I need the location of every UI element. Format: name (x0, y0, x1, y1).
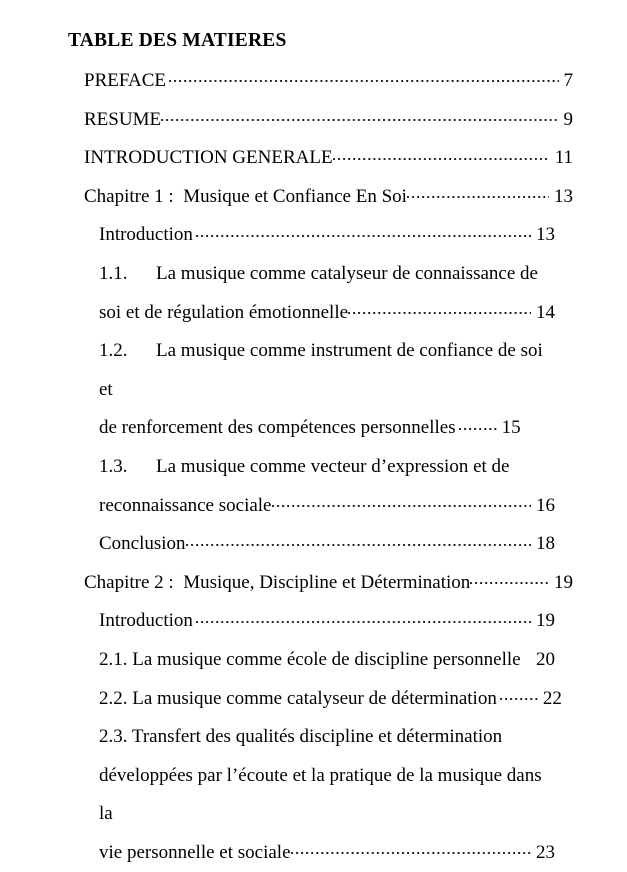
toc-entry-line (99, 680, 562, 719)
toc-entry[interactable] (84, 101, 573, 140)
toc-page-number: 19 (554, 571, 573, 593)
dot-leader (333, 144, 550, 163)
toc-entry-line (99, 216, 555, 255)
dot-leader (524, 646, 531, 665)
toc-entry-line (99, 525, 555, 564)
dot-leader (291, 839, 531, 858)
dot-leader (169, 67, 558, 86)
toc-page-number: 13 (536, 224, 555, 246)
toc-page-number: 11 (554, 147, 573, 169)
dot-leader (459, 414, 497, 433)
toc-entry-line (99, 834, 555, 872)
toc-entry-label: Introduction (99, 610, 193, 632)
toc-entry[interactable] (99, 216, 555, 255)
toc-entry-label: 2.1. La musique comme école de discipline personnelle (99, 648, 521, 670)
toc-entry-line (99, 602, 555, 641)
toc-entry[interactable] (84, 139, 573, 178)
toc-entry[interactable] (99, 718, 555, 872)
toc-entry-line (84, 139, 573, 178)
toc-entry[interactable] (99, 525, 555, 564)
toc-page-number: 13 (554, 185, 573, 207)
toc-entry-line (99, 409, 555, 448)
toc-entry-text-line: développées par l’écoute et la pratique de la musique dans la (99, 764, 542, 825)
toc-entry[interactable] (99, 448, 555, 525)
toc-entry-label: PREFACE (84, 70, 167, 91)
dot-leader (196, 607, 531, 626)
toc-entry[interactable] (99, 641, 555, 680)
toc-entry[interactable] (99, 602, 555, 641)
toc-entry-label: 2.2. La musique comme catalyseur de détermination (99, 687, 497, 709)
toc-entry-label: Introduction (99, 224, 193, 246)
toc-page-number: 19 (536, 610, 555, 632)
toc-entry-label: de renforcement des compétences personnelles (99, 417, 456, 439)
toc-entry[interactable] (99, 255, 555, 332)
dot-leader (161, 106, 558, 125)
toc-entry-line (99, 294, 555, 333)
toc-page-number: 22 (542, 687, 562, 709)
toc-page-number: 15 (501, 417, 521, 439)
toc-page-number: 9 (563, 108, 573, 130)
toc-entry-line (84, 564, 573, 603)
toc-entry[interactable] (99, 680, 562, 719)
toc-entry-text-line: 2.3. Transfert des qualités discipline et détermination (99, 726, 503, 748)
toc-entry[interactable] (84, 564, 573, 603)
dot-leader (272, 492, 532, 511)
toc-page-number: 7 (563, 70, 573, 91)
toc-entry[interactable] (99, 332, 555, 448)
toc-entry-label: RESUME (84, 108, 162, 130)
toc-page-number: 20 (536, 648, 555, 670)
toc-entry-text-line: 1.3. La musique comme vecteur d’expression et de (99, 455, 510, 477)
toc-entry-label: soi et de régulation émotionnelle (99, 301, 349, 323)
toc-entry-line (84, 101, 573, 140)
table-of-contents-list (0, 62, 627, 872)
toc-page-number: 16 (536, 494, 555, 516)
toc-entry-text-line: 1.2. La musique comme instrument de confiance de soi et (99, 340, 543, 400)
dot-leader (407, 183, 549, 202)
toc-entry-label: Conclusion (99, 533, 186, 555)
toc-page-number: 18 (536, 533, 555, 555)
dot-leader (186, 530, 531, 549)
dot-leader (470, 569, 549, 588)
page-title: TABLE DES MATIERES (68, 30, 287, 51)
toc-entry-line (99, 487, 555, 526)
toc-entry-line (99, 641, 555, 680)
toc-page-number: 14 (536, 301, 555, 323)
dot-leader (348, 299, 531, 318)
toc-entry-label: Chapitre 2 : Musique, Discipline et Détermination (84, 571, 471, 593)
toc-entry-label: INTRODUCTION GENERALE (84, 147, 333, 169)
toc-entry-line (84, 178, 573, 217)
toc-entry-line (84, 62, 573, 101)
toc-entry[interactable] (84, 62, 573, 101)
toc-entry-label: vie personnelle et sociale (99, 841, 291, 863)
toc-entry[interactable] (84, 178, 573, 217)
toc-entry-label: reconnaissance sociale (99, 494, 272, 516)
toc-entry-text-line: 1.1. La musique comme catalyseur de connaissance de (99, 262, 538, 284)
dot-leader (196, 221, 531, 240)
dot-leader (500, 685, 538, 704)
toc-entry-label: Chapitre 1 : Musique et Confiance En Soi (84, 185, 407, 207)
toc-page-number: 23 (536, 841, 555, 863)
